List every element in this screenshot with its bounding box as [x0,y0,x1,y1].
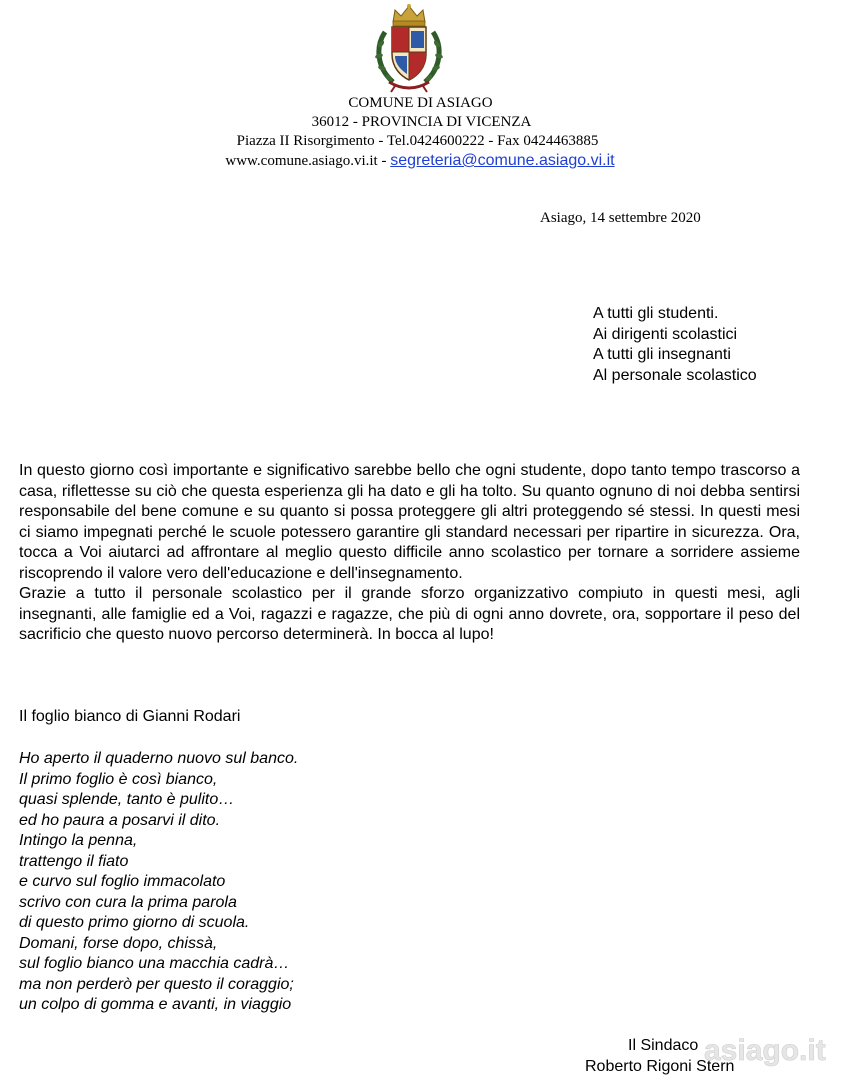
poem-line: trattengo il fiato [19,852,129,870]
municipality-name: COMUNE DI ASIAGO [348,95,493,111]
signatory-name: Roberto Rigoni Stern [585,1057,735,1075]
svg-text:asiago.it: asiago.it [704,1034,826,1067]
poem-line: Il primo foglio è così bianco, [19,770,218,788]
poem-line: di questo primo giorno di scuola. [19,914,250,931]
poem-line: Intingo la penna, [19,832,138,849]
letterhead [0,94,843,171]
signature-block [585,1036,734,1077]
web-contact-line [0,151,843,171]
letter-date: Asiago, 14 settembre 2020 [540,210,701,226]
poem-line: e curvo sul foglio immacolato [19,873,226,890]
poem-line: Domani, forse dopo, chissà, [19,934,218,952]
signatory-role: Il Sindaco [628,1037,699,1054]
poem-line: sul foglio bianco una macchia cadrà… [19,955,290,972]
recipient-line: Ai dirigenti scolastici [593,325,738,343]
municipality-province: 36012 - PROVINCIA DI VICENZA [311,114,532,130]
poem-line: quasi splende, tanto è pulito… [19,791,235,808]
poem-line: ed ho paura a posarvi il dito. [19,811,221,829]
poem-line: scrivo con cura la prima parola [19,893,237,911]
coat-of-arms-logo [371,2,447,94]
contact-separator: - [377,153,391,169]
recipient-line: A tutti gli insegnanti [593,346,731,363]
body-paragraph: Grazie a tutto il personale scolastico per il grande sforzo organizzativo compiuto in questi mesi, agli insegnanti, alle famiglie ed a Voi, ragazzi e ragazze, che più di ogni anno dovrete, ora, sopportare il peso del sacrificio che questo nuovo percorso determinerà. In bocca al lupo! [19,585,800,643]
poem-line: un colpo di gomma e avanti, in viaggio [19,996,292,1013]
website-text: www.comune.asiago.vi.it [225,153,378,169]
letter-body [19,461,800,646]
poem-text [19,749,298,1016]
poem-line: ma non perderò per questo il coraggio; [19,975,294,993]
recipient-line: Al personale scolastico [593,366,757,384]
recipient-line: A tutti gli studenti. [593,305,719,322]
poem-line: Ho aperto il quaderno nuovo sul banco. [19,750,299,767]
body-paragraph: In questo giorno così importante e significativo sarebbe bello che ogni studente, dopo tanto tempo trascorso a casa, riflettesse su ciò che questa esperienza gli ha dato e gli ha tolto. Su quanto ognuno di noi debba sentirsi responsabile del bene comune e su quanto si possa proteggere gli altri proteggendo sé stessi. In questi mesi ci siamo impegnati perché le scuole potessero garantire gli standard necessari per ripartire in sicurezza. Ora, tocca a Voi aiutarci ad affrontare al meglio questo difficile anno scolastico per tornare a sorridere assieme riscoprendo il valore vero dell'educazione e dell'insegnamento. [19,462,800,582]
email-link[interactable]: segreteria@comune.asiago.vi.it [390,152,615,169]
poem-title: Il foglio bianco di Gianni Rodari [19,708,241,725]
recipients-block [593,304,757,386]
municipality-contact: Piazza II Risorgimento - Tel.0424600222 - Fax 0424463885 [236,133,599,149]
